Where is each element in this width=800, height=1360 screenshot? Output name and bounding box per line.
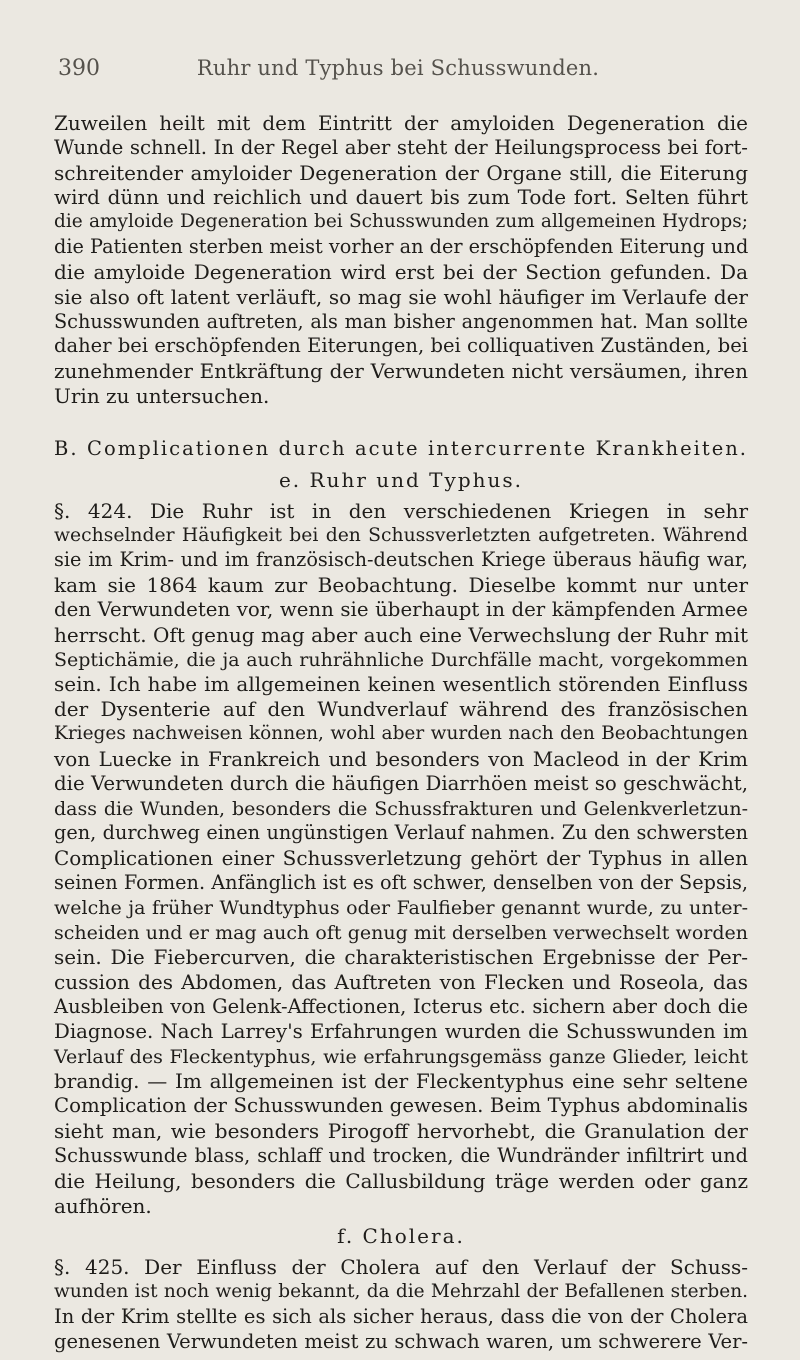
text-line: sein. Ich habe im allgemeinen keinen wesentlich störenden Einfluss	[54, 672, 748, 697]
text-line: scheiden und er mag auch oft genug mit derselben verwechselt worden	[54, 921, 748, 944]
text-line: In der Krim stellte es sich als sicher heraus, dass die von der Cholera	[54, 1304, 748, 1328]
running-header	[58, 56, 738, 86]
text-line: daher bei erschöpfenden Eiterungen, bei colliquativen Zuständen, bei	[54, 334, 748, 358]
text-line: sieht man, wie besonders Pirogoff hervorhebt, die Granulation der	[54, 1119, 748, 1144]
text-line: sein. Die Fiebercurven, die charakteristischen Ergebnisse der Per-	[54, 945, 748, 970]
text-line: zunehmender Entkräftung der Verwundeten nicht versäumen, ihren	[54, 359, 748, 384]
text-line: die Heilung, besonders die Callusbildung träge werden oder ganz	[54, 1168, 748, 1193]
text-line: brandig. — Im allgemeinen ist der Fleckentyphus eine sehr seltene	[54, 1069, 748, 1094]
text-line: sie also oft latent verläuft, so mag sie wohl häufiger im Verlaufe der	[54, 284, 748, 309]
text-line: der Dysenterie auf den Wundverlauf während des französischen	[54, 697, 748, 722]
text-line: die amyloide Degeneration wird erst bei der Section gefunden. Da	[54, 259, 748, 284]
text-line: schreitender amyloider Degeneration der Organe still, die Eiterung	[54, 160, 748, 185]
text-line: §. 425. Der Einfluss der Cholera auf den Verlauf der Schuss-	[54, 1255, 748, 1280]
text-line: aufhören.	[54, 1193, 152, 1218]
text-line: die amyloide Degeneration bei Schusswunden zum allgemeinen Hydrops;	[54, 211, 748, 233]
text-line: herrscht. Oft genug mag aber auch eine Verwechslung der Ruhr mit	[54, 622, 748, 647]
section-b-heading-block	[54, 437, 748, 462]
text-line: Krieges nachweisen können, wohl aber wurden nach den Beobachtungen	[54, 723, 748, 745]
text-line: Zuweilen heilt mit dem Eintritt der amyloiden Degeneration die	[54, 111, 748, 135]
page-number: 390	[58, 56, 100, 81]
text-line: cussion des Abdomen, das Auftreten von Flecken und Roseola, das	[54, 970, 748, 995]
running-title: Ruhr und Typhus bei Schusswunden.	[196, 56, 600, 80]
text-line: wunden ist noch wenig bekannt, da die Mehrzahl der Befallenen sterben.	[54, 1280, 748, 1302]
text-line: Ausbleiben von Gelenk-Affectionen, Icterus etc. sichern aber doch die	[54, 995, 748, 1019]
text-line: Complicationen einer Schussverletzung gehört der Typhus in allen	[54, 846, 748, 871]
text-line: Urin zu untersuchen.	[54, 383, 270, 408]
subsection-heading: f. Cholera.	[337, 1224, 465, 1249]
text-line: sie im Krim- und im französisch-deutschen Kriege überaus häufig war,	[54, 548, 748, 572]
paragraph-425	[54, 1255, 748, 1354]
paragraph-424	[54, 499, 748, 1219]
text-line: welche ja früher Wundtyphus oder Faulfieber genannt wurde, zu unter-	[54, 896, 748, 919]
text-line: die Verwundeten durch die häufigen Diarrhöen meist so geschwächt,	[54, 771, 748, 795]
text-line: Wunde schnell. In der Regel aber steht der Heilungsprocess bei fort-	[54, 135, 748, 159]
text-line: wird dünn und reichlich und dauert bis zum Tode fort. Selten führt	[54, 185, 748, 210]
text-line: Schusswunden auftreten, als man bisher angenommen hat. Man sollte	[54, 309, 748, 333]
text-line: Complication der Schusswunden gewesen. Beim Typhus abdominalis	[54, 1094, 748, 1118]
text-line: kam sie 1864 kaum zur Beobachtung. Dieselbe kommt nur unter	[54, 573, 748, 598]
subsection-f-heading-block	[54, 1224, 748, 1249]
text-line: seinen Formen. Anfänglich ist es oft schwer, denselben von der Sepsis,	[54, 870, 748, 894]
text-line: genesenen Verwundeten meist zu schwach waren, um schwerere Ver-	[54, 1329, 748, 1353]
paragraph-amyloid	[54, 111, 748, 409]
text-line: wechselnder Häufigkeit bei den Schussverletzten aufgetreten. Während	[54, 524, 748, 546]
text-line: §. 424. Die Ruhr ist in den verschiedenen Kriegen in sehr	[54, 498, 748, 523]
subsection-heading: e. Ruhr und Typhus.	[278, 468, 524, 493]
text-line: gen, durchweg einen ungünstigen Verlauf nahmen. Zu den schwersten	[54, 821, 748, 845]
text-line: dass die Wunden, besonders die Schussfrakturen und Gelenkverletzun-	[54, 797, 748, 820]
text-line: Schusswunde blass, schlaff und trocken, die Wundränder infiltrirt und	[54, 1143, 748, 1167]
section-heading: B. Complicationen durch acute intercurrente Krankheiten.	[54, 437, 748, 461]
text-line: die Patienten sterben meist vorher an der erschöpfenden Eiterung und	[54, 235, 749, 259]
text-line: von Luecke in Frankreich und besonders von Macleod in der Krim	[54, 746, 748, 771]
text-line: den Verwundeten vor, wenn sie überhaupt in der kämpfenden Armee	[54, 598, 748, 622]
text-line: Septichämie, die ja auch ruhrähnliche Durchfälle macht, vorgekommen	[54, 648, 748, 671]
subsection-e-heading-block	[54, 468, 748, 493]
text-line: Diagnose. Nach Larrey's Erfahrungen wurden die Schusswunden im	[54, 1019, 748, 1043]
text-line: Verlauf des Fleckentyphus, wie erfahrungsgemäss ganze Glieder, leicht	[54, 1045, 748, 1068]
